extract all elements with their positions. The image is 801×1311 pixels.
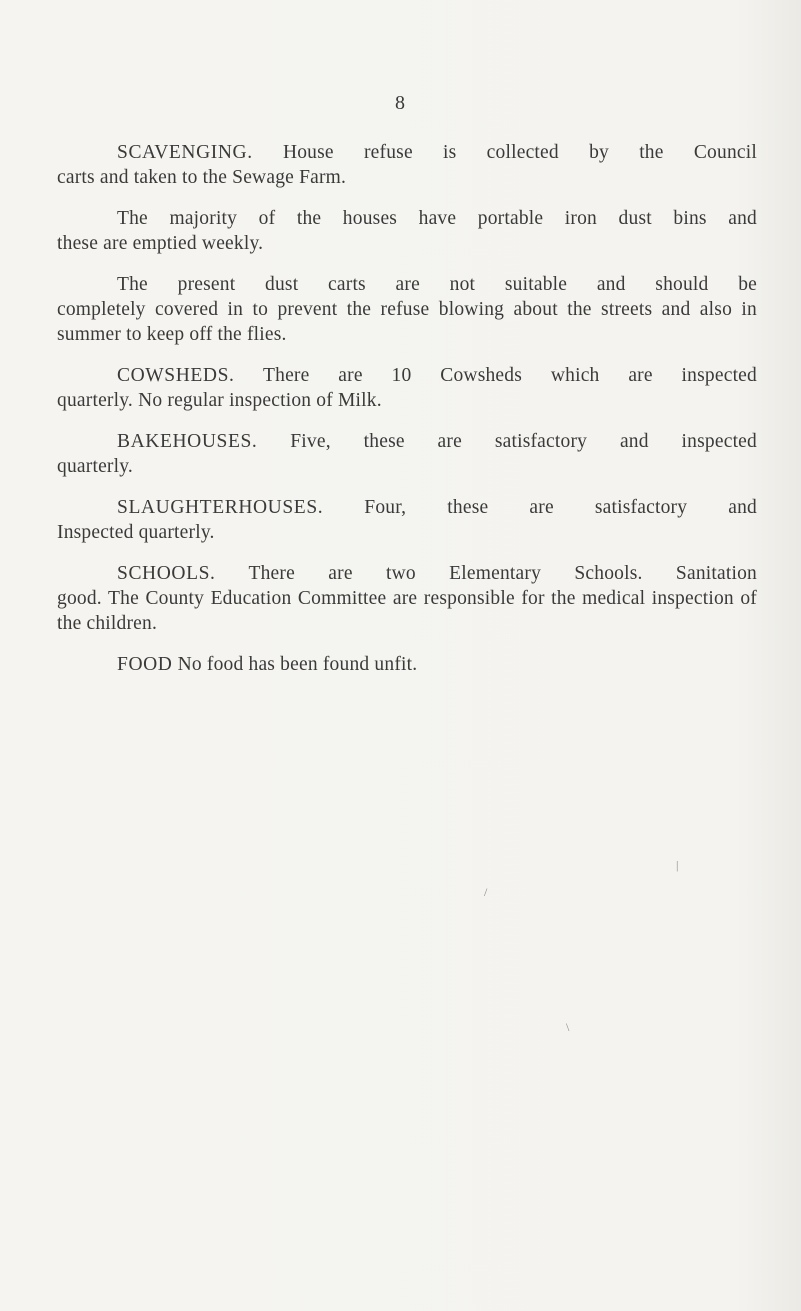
document-body <box>57 140 757 693</box>
paragraph-first-line <box>57 363 757 388</box>
paragraph-text: these are emptied weekly. <box>57 233 264 254</box>
section-heading-slaughterhouses: SLAUGHTERHOUSES. <box>117 497 324 518</box>
paragraph-first-line: The present dust carts are not suitable and should be <box>117 274 757 295</box>
paragraph-text: completely covered in to prevent the refuse blowing about the streets and also in summer to keep off the flies. <box>57 299 757 345</box>
section-heading-scavenging: SCAVENGING. <box>117 142 253 163</box>
scan-speck: | <box>676 858 679 872</box>
section-heading-food: FOOD <box>117 654 173 675</box>
paragraph-schools <box>57 561 757 636</box>
paragraph-first-line <box>57 561 757 586</box>
paragraph-dust-carts <box>57 272 757 347</box>
paragraph-scavenging <box>57 140 757 190</box>
paragraph-text: carts and taken to the Sewage Farm. <box>57 167 347 188</box>
paragraph-first-line: The majority of the houses have portable iron dust bins and <box>117 208 757 229</box>
paragraph-first-line-text: Five, these are satisfactory and inspected <box>257 431 757 452</box>
paragraph-text: quarterly. <box>57 456 133 477</box>
paragraph-first-line-text: There are 10 Cowsheds which are inspected <box>234 365 757 386</box>
section-heading-schools: SCHOOLS. <box>117 563 216 584</box>
paragraph-text: Inspected quarterly. <box>57 522 215 543</box>
paragraph-first-line <box>57 495 757 520</box>
paragraph-first-line-text: No food has been found unfit. <box>172 654 418 675</box>
paragraph-dust-bins <box>57 206 757 256</box>
scan-speck: / <box>484 885 488 899</box>
section-heading-cowsheds: COWSHEDS. <box>117 365 235 386</box>
section-heading-bakehouses: BAKEHOUSES. <box>117 431 258 452</box>
paragraph-first-line-text: Four, these are satisfactory and <box>323 497 757 518</box>
paragraph-bakehouses <box>57 429 757 479</box>
paragraph-cowsheds <box>57 363 757 413</box>
paragraph-text: quarterly. No regular inspection of Milk. <box>57 390 382 411</box>
paragraph-first-line <box>57 140 757 165</box>
paragraph-first-line <box>57 429 757 454</box>
paragraph-text: good. The County Education Committee are responsible for the medical inspection of the children. <box>57 588 757 634</box>
paragraph-first-line-text: There are two Elementary Schools. Sanitation <box>215 563 757 584</box>
paragraph-slaughterhouses <box>57 495 757 545</box>
paragraph-first-line-text: House refuse is collected by the Council <box>252 142 757 163</box>
page-number: 8 <box>395 92 406 114</box>
paragraph-first-line <box>57 652 757 677</box>
paragraph-food <box>57 652 757 677</box>
scan-speck: \ <box>566 1020 570 1034</box>
